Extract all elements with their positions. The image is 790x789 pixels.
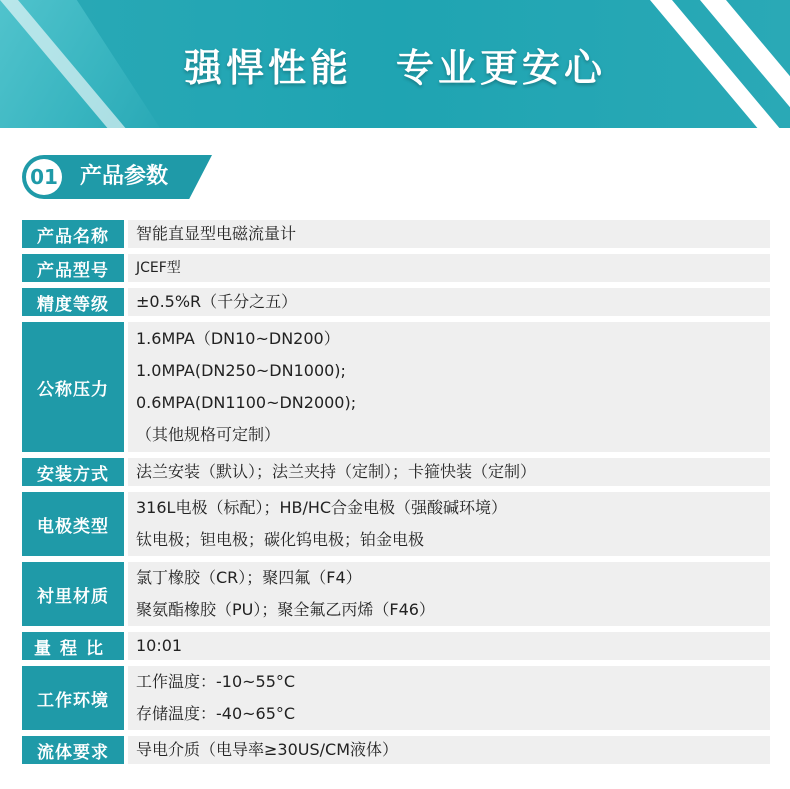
spec-value: ±0.5%R（千分之五）	[136, 292, 298, 311]
spec-value: 导电介质（电导率≥30US/CM液体）	[136, 740, 399, 759]
spec-value: 10:01	[136, 636, 183, 655]
spec-values	[128, 322, 770, 452]
header-banner	[0, 0, 790, 128]
spec-values	[128, 632, 770, 660]
spec-label: 量程比	[22, 632, 124, 660]
section-number: 01	[26, 159, 62, 195]
banner-title-right: 专业更安心	[396, 45, 607, 90]
banner-title	[0, 0, 790, 128]
spec-row-fluid	[22, 736, 770, 764]
spec-label: 精度等级	[22, 288, 124, 316]
spec-row-range	[22, 632, 770, 660]
spec-row-install	[22, 458, 770, 486]
spec-values	[128, 562, 770, 626]
spec-values	[128, 492, 770, 556]
spec-value: 存储温度：-40~65°C	[136, 704, 296, 723]
spec-row-model	[22, 254, 770, 282]
spec-row-lining	[22, 562, 770, 626]
spec-label: 工作环境	[22, 666, 124, 730]
spec-value: 氯丁橡胶（CR）；聚四氟（F4）	[136, 568, 362, 587]
spec-label: 安装方式	[22, 458, 124, 486]
spec-label: 电极类型	[22, 492, 124, 556]
spec-value: JCEF型	[136, 260, 181, 276]
spec-value: 1.0MPA(DN250~DN1000);	[136, 361, 346, 380]
spec-values	[128, 254, 770, 282]
spec-value: 1.6MPA（DN10~DN200）	[136, 329, 340, 348]
spec-value: 316L电极（标配）；HB/HC合金电极（强酸碱环境）	[136, 498, 508, 517]
section-header	[22, 155, 222, 199]
spec-values	[128, 666, 770, 730]
spec-row-environment	[22, 666, 770, 730]
spec-row-name	[22, 220, 770, 248]
spec-value: 法兰安装（默认）；法兰夹持（定制）；卡箍快装（定制）	[136, 462, 537, 481]
spec-label: 流体要求	[22, 736, 124, 764]
spec-value: 工作温度：-10~55°C	[136, 672, 296, 691]
spec-row-electrode	[22, 492, 770, 556]
banner-title-left: 强悍性能	[183, 45, 352, 90]
spec-label: 产品型号	[22, 254, 124, 282]
spec-label: 公称压力	[22, 322, 124, 452]
spec-label: 产品名称	[22, 220, 124, 248]
spec-label: 衬里材质	[22, 562, 124, 626]
spec-row-accuracy	[22, 288, 770, 316]
spec-row-pressure	[22, 322, 770, 452]
spec-values	[128, 220, 770, 248]
spec-value: 钛电极；钽电极；碳化钨电极；铂金电极	[136, 530, 425, 549]
spec-value: 0.6MPA(DN1100~DN2000);	[136, 393, 357, 412]
section-title: 产品参数	[80, 164, 169, 189]
spec-values	[128, 736, 770, 764]
spec-values	[128, 288, 770, 316]
spec-value: 智能直显型电磁流量计	[136, 224, 297, 243]
spec-values	[128, 458, 770, 486]
spec-value: 聚氨酯橡胶（PU）；聚全氟乙丙烯（F46）	[136, 600, 435, 619]
spec-value: （其他规格可定制）	[136, 425, 281, 444]
spec-table	[22, 220, 770, 770]
